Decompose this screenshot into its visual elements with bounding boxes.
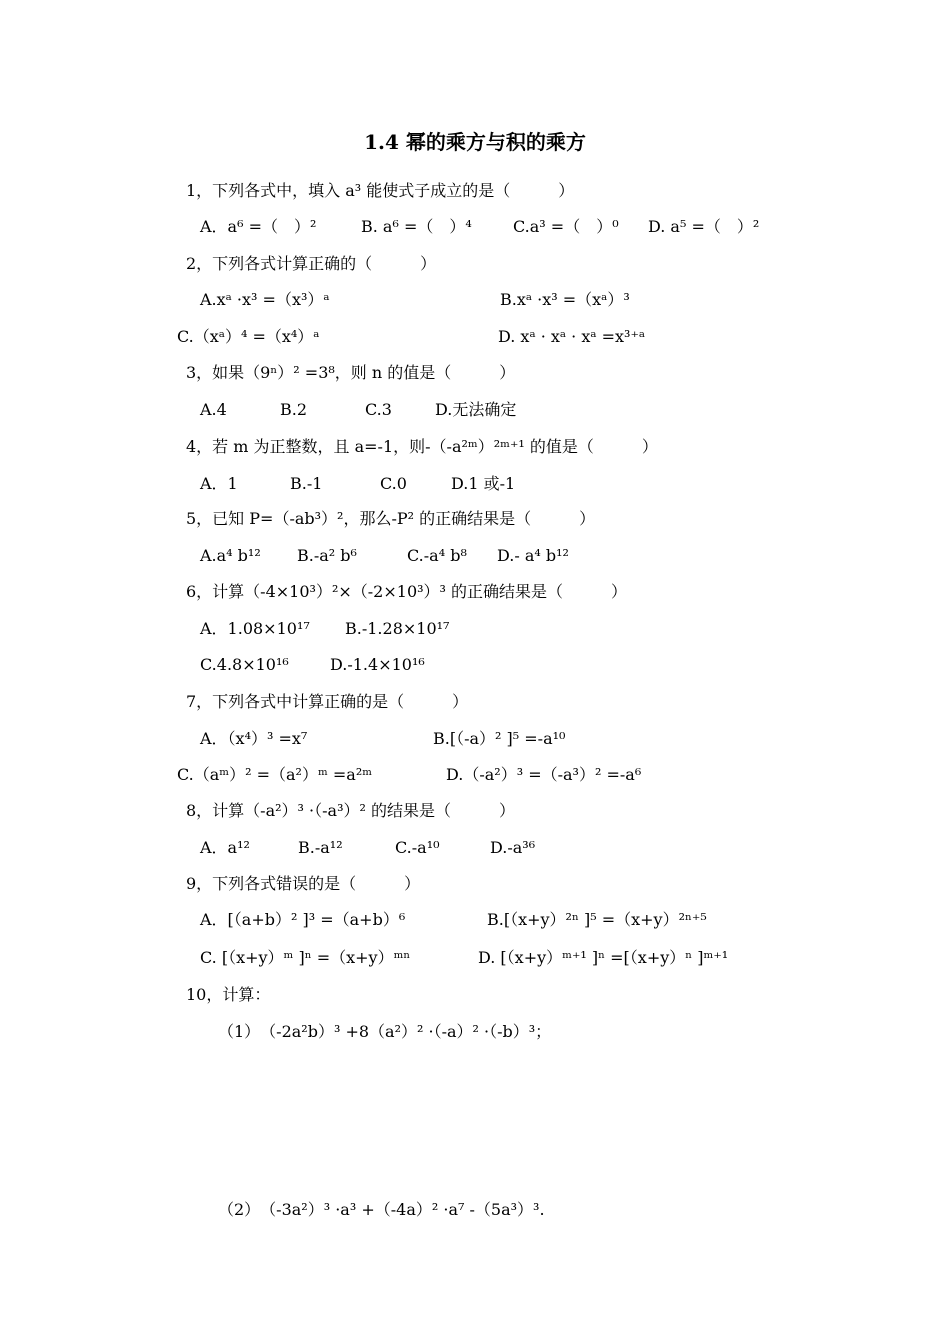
q8-option-d: D.-a³⁶ <box>490 838 536 857</box>
q9-option-a: A．[（a+b）² ]³ =（a+b）⁶ <box>200 910 406 929</box>
q5-option-d: D.- a⁴ b¹² <box>497 546 569 565</box>
q2-option-c: C.（xᵃ）⁴ =（x⁴）ᵃ <box>177 327 320 346</box>
q9-stem: 9，下列各式错误的是（ ） <box>186 874 421 893</box>
q1-option-c: C.a³ =（ ）⁰ <box>513 217 619 236</box>
q8-option-a: A．a¹² <box>200 838 250 857</box>
q8-option-b: B.-a¹² <box>298 838 343 857</box>
q1-stem: 1，下列各式中，填入 a³ 能使式子成立的是（ ） <box>186 181 575 200</box>
q6-option-c: C.4.8×10¹⁶ <box>200 655 289 674</box>
q4-option-c: C.0 <box>380 474 407 493</box>
q9-option-c: C. [（x+y）ᵐ ]ⁿ =（x+y）ᵐⁿ <box>200 948 411 967</box>
q4-option-d: D.1 或-1 <box>451 474 516 493</box>
q5-stem: 5，已知 P=（-ab³）²，那么-P² 的正确结果是（ ） <box>186 509 596 528</box>
q7-option-a: A．（x⁴）³ =x⁷ <box>200 729 308 748</box>
q10-part1: （1） （-2a²b）³ +8（a²）² ·（-a）² ·（-b）³； <box>218 1022 552 1041</box>
q4-option-b: B.-1 <box>290 474 323 493</box>
q7-stem: 7，下列各式中计算正确的是（ ） <box>186 692 469 711</box>
q1-option-a: A．a⁶ =（ ）² <box>200 217 317 236</box>
q7-option-c: C.（aᵐ）² =（a²）ᵐ =a²ᵐ <box>177 765 373 784</box>
q2-option-d: D. xᵃ · xᵃ · xᵃ =x³⁺ᵃ <box>498 327 646 346</box>
q1-option-b: B. a⁶ =（ ）⁴ <box>361 217 472 236</box>
q8-option-c: C.-a¹⁰ <box>395 838 440 857</box>
q5-option-c: C.-a⁴ b⁸ <box>407 546 467 565</box>
q5-option-a: A.a⁴ b¹² <box>200 546 261 565</box>
q4-option-a: A．1 <box>200 474 238 493</box>
q9-option-b: B.[（x+y）²ⁿ ]⁵ =（x+y）²ⁿ⁺⁵ <box>487 910 707 929</box>
q7-option-d: D.（-a²）³ =（-a³）² =-a⁶ <box>446 765 642 784</box>
q3-option-a: A.4 <box>200 400 227 419</box>
q8-stem: 8，计算（-a²）³ ·（-a³）² 的结果是（ ） <box>186 801 515 820</box>
q6-stem: 6，计算（-4×10³）²×（-2×10³）³ 的正确结果是（ ） <box>186 582 628 601</box>
q2-option-a: A.xᵃ ·x³ =（x³）ᵃ <box>200 290 330 309</box>
page-title: 1.4 幂的乘方与积的乘方 <box>364 130 586 154</box>
q3-option-d: D.无法确定 <box>435 400 517 419</box>
q3-option-c: C.3 <box>365 400 392 419</box>
q2-stem: 2，下列各式计算正确的（ ） <box>186 254 437 273</box>
q9-option-d: D. [（x+y）ᵐ⁺¹ ]ⁿ =[（x+y）ⁿ ]ᵐ⁺¹ <box>478 948 729 967</box>
q6-option-a: A．1.08×10¹⁷ <box>200 619 310 638</box>
q6-option-d: D.-1.4×10¹⁶ <box>330 655 425 674</box>
q6-option-b: B.-1.28×10¹⁷ <box>345 619 450 638</box>
q7-option-b: B.[（-a）² ]⁵ =-a¹⁰ <box>433 729 566 748</box>
q2-option-b: B.xᵃ ·x³ =（xᵃ）³ <box>500 290 630 309</box>
q3-stem: 3，如果（9ⁿ）² =3⁸，则 n 的值是（ ） <box>186 363 516 382</box>
q3-option-b: B.2 <box>280 400 308 419</box>
q10-part2: （2） （-3a²）³ ·a³ +（-4a）² ·a⁷ -（5a³）³. <box>218 1200 545 1219</box>
q1-option-d: D. a⁵ =（ ）² <box>648 217 760 236</box>
q4-stem: 4，若 m 为正整数，且 a=-1，则-（-a²ᵐ）²ᵐ⁺¹ 的值是（ ） <box>186 437 658 456</box>
q10-stem: 10，计算： <box>186 985 271 1004</box>
q5-option-b: B.-a² b⁶ <box>297 546 357 565</box>
